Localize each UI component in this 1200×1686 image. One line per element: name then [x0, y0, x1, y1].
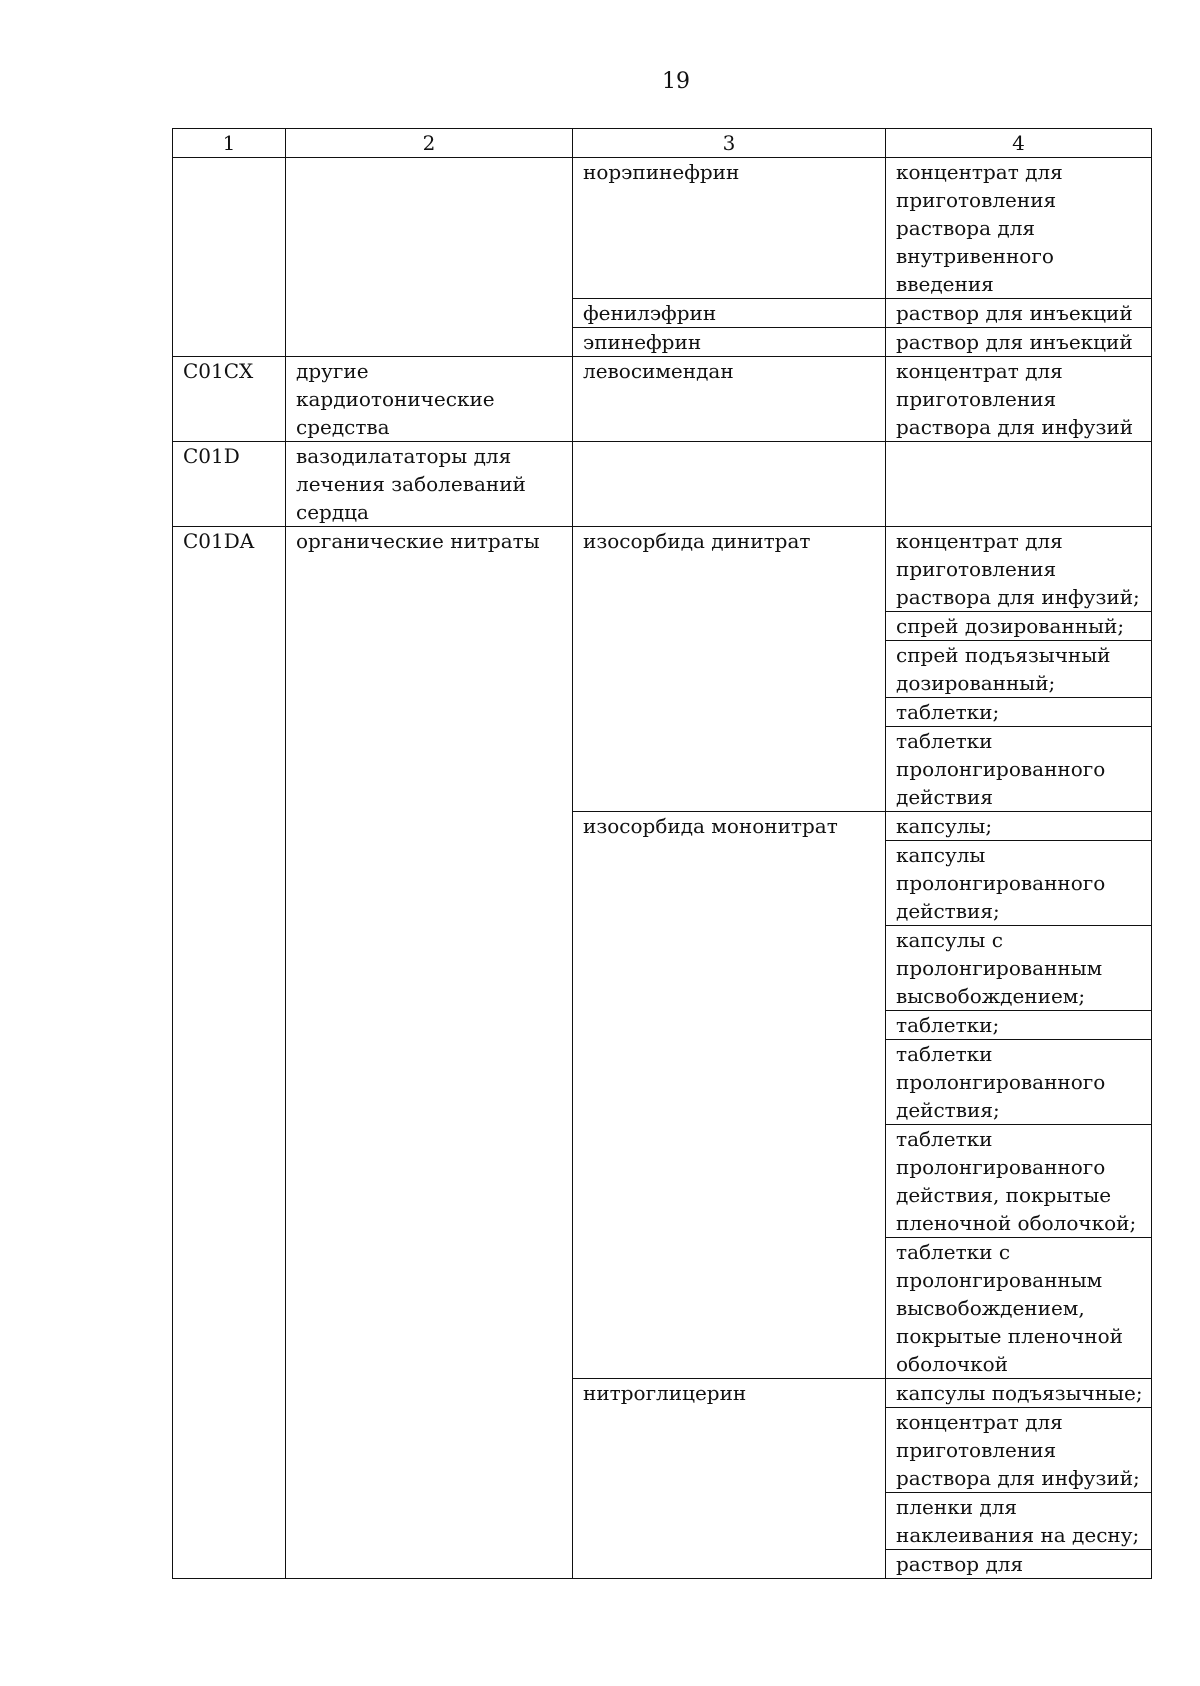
form-cell: раствор для инъекций	[886, 328, 1152, 357]
drug-cell: изосорбида мононитрат	[573, 812, 886, 1379]
header-row	[173, 129, 1152, 158]
column-header-1: 1	[173, 129, 286, 158]
code-cell: C01DA	[173, 527, 286, 1579]
column-header-4: 4	[886, 129, 1152, 158]
column-header-3: 3	[573, 129, 886, 158]
group-cell	[286, 158, 573, 357]
form-cell: концентрат для приготовления раствора для инфузий	[886, 357, 1152, 442]
table-row	[173, 527, 1152, 612]
drug-table	[172, 128, 1152, 1579]
page-number: 19	[662, 69, 690, 94]
form-cell: таблетки пролонгированного действия;	[886, 1040, 1152, 1125]
form-cell: капсулы пролонгированного действия;	[886, 841, 1152, 926]
drug-cell: нитроглицерин	[573, 1379, 886, 1579]
table-row	[173, 158, 1152, 299]
drug-cell: эпинефрин	[573, 328, 886, 357]
code-cell: C01CX	[173, 357, 286, 442]
form-cell: таблетки с пролонгированным высвобождением, покрытые пленочной оболочкой	[886, 1238, 1152, 1379]
drug-cell	[573, 442, 886, 527]
form-cell: пленки для наклеивания на десну;	[886, 1493, 1152, 1550]
form-cell: спрей дозированный;	[886, 612, 1152, 641]
drug-cell: фенилэфрин	[573, 299, 886, 328]
form-cell: раствор для инъекций	[886, 299, 1152, 328]
form-cell: концентрат для приготовления раствора для инфузий;	[886, 1408, 1152, 1493]
form-cell: таблетки;	[886, 698, 1152, 727]
form-cell: спрей подъязычный дозированный;	[886, 641, 1152, 698]
form-cell: таблетки пролонгированного действия	[886, 727, 1152, 812]
group-cell: органические нитраты	[286, 527, 573, 1579]
form-cell: концентрат для приготовления раствора для внутривенного введения	[886, 158, 1152, 299]
group-cell: другие кардиотонические средства	[286, 357, 573, 442]
form-cell	[886, 442, 1152, 527]
column-header-2: 2	[286, 129, 573, 158]
drug-cell: левосимендан	[573, 357, 886, 442]
table-row	[173, 357, 1152, 442]
drug-cell: норэпинефрин	[573, 158, 886, 299]
drug-cell: изосорбида динитрат	[573, 527, 886, 812]
form-cell: капсулы;	[886, 812, 1152, 841]
form-cell: таблетки пролонгированного действия, покрытые пленочной оболочкой;	[886, 1125, 1152, 1238]
form-cell: таблетки;	[886, 1011, 1152, 1040]
code-cell: C01D	[173, 442, 286, 527]
group-cell: вазодилататоры для лечения заболеваний сердца	[286, 442, 573, 527]
form-cell: раствор для	[886, 1550, 1152, 1579]
form-cell: концентрат для приготовления раствора для инфузий;	[886, 527, 1152, 612]
form-cell: капсулы с пролонгированным высвобождением;	[886, 926, 1152, 1011]
code-cell	[173, 158, 286, 357]
table-row	[173, 442, 1152, 527]
form-cell: капсулы подъязычные;	[886, 1379, 1152, 1408]
